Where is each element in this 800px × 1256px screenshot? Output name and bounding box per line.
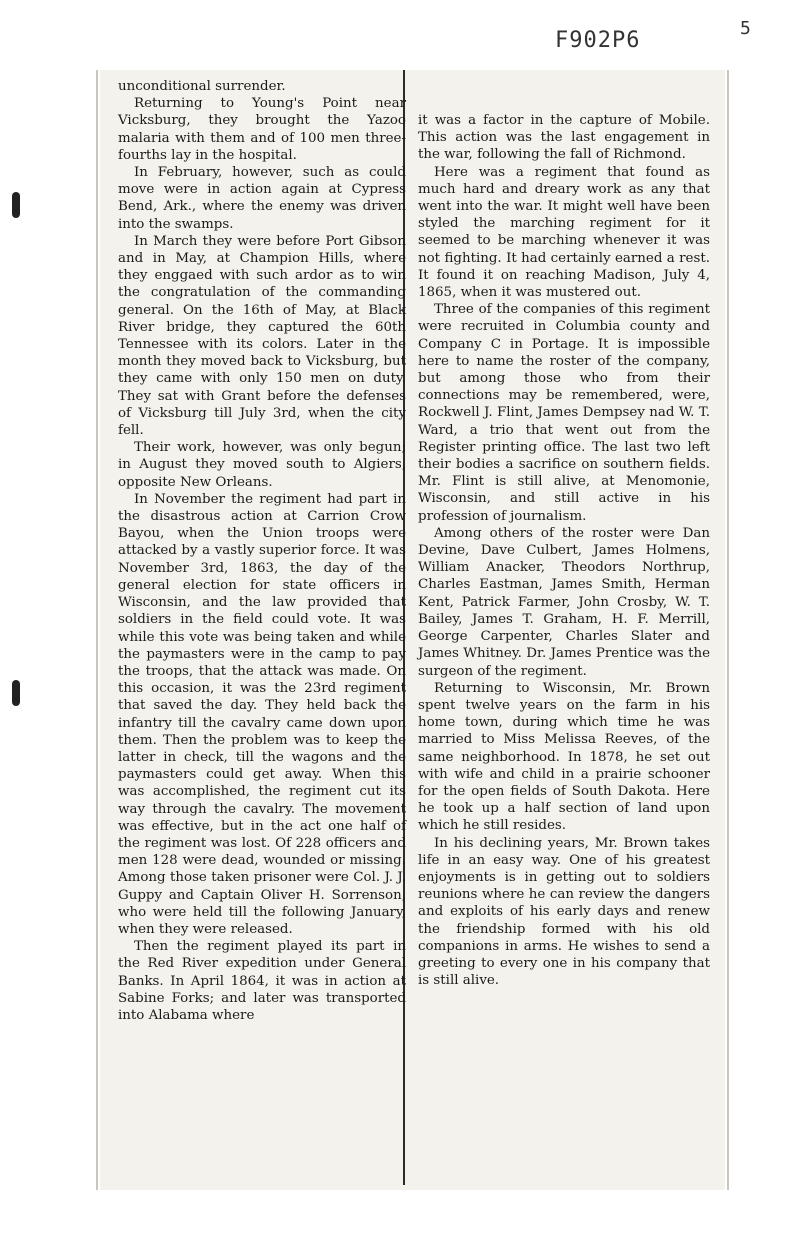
paragraph: Then the regiment played its part in the Red River expedition under General Banks. In April 1864, it was in action at Sabine Forks; and later was transported into Alabama where xyxy=(118,939,406,1023)
paragraph: Among others of the roster were Dan Devine, Dave Culbert, James Holmens, William Anacker, Theodors Northrup, Charles Eastman, James Smith, Herman Kent, Patrick Farmer, John Crosby, W. T. Bailey, James T. Graham, H. F. Merrill, George Carpenter, Charles Slater and James Whitney. Dr. James Prentice was the surgeon of the regiment. xyxy=(418,525,710,679)
paragraph: In March they were before Port Gibson and in May, at Champion Hills, where they enggaed with such ardor as to win the congratulation of the commanding general. On the 16th of May, at Black River bridge, they captured the 60th Tennessee with its colors. Later in the month they moved back to Vicksburg, but they came with only 150 men on duty. They sat with Grant before the defenses of Vicksburg till July 3rd, when the city fell. xyxy=(118,233,406,439)
paragraph: In February, however, such as could move were in action again at Cypress Bend, Ark., where the enemy was driven into the swamps. xyxy=(118,165,406,232)
paragraph: it was a factor in the capture of Mobile. This action was the last engagement in the war, following the fall of Richmond. xyxy=(418,113,710,163)
paragraph: In November the regiment had part in the disastrous action at Carrion Crow Bayou, when the Union troops were attacked by a vastly superior force. It was November 3rd, 1863, the day of the general election for state officers in Wisconsin, and the law provided that soldiers in the field could vote. It was while this vote was being taken and while the paymasters were in the camp to pay the troops, that the attack was made. On this occasion, it was the 23rd regiment that saved the day. They held back the infantry till the cavalry came down upon them. Then the problem was to keep the latter in check, till the wagons and the paymasters could get away. When this was accomplished, the regiment cut its way through the cavalry. The movement was effective, but in the act one half of the regiment was lost. Of 228 officers and men 128 were dead, wounded or missing. Among those taken prisoner were Col. J. J. Guppy and Captain Oliver H. Sorrenson, who were held till the following January, when they were released. xyxy=(118,491,406,937)
newspaper-clipping xyxy=(100,70,725,1190)
left-column xyxy=(118,78,406,1024)
paragraph: Here was a regiment that found as much hard and dreary work as any that went into the war. It might well have been styled the marching regiment for it seemed to be marching whenever it was not fighting. It had certainly earned a rest. It found it on reaching Madison, July 4, 1865, when it was mustered out. xyxy=(418,164,710,301)
clipping-right-edge xyxy=(727,70,729,1190)
punch-hole-mark xyxy=(12,680,20,706)
paragraph: Three of the companies of this regiment were recruited in Columbia county and Company C in Portage. It is impossible here to name the roster of the company, but among those who from their connections may be remembered, were, Rockwell J. Flint, James Dempsey nad W. T. Ward, a trio that went out from the Register printing office. The last two left their bodies a sacrifice on southern fields. Mr. Flint is still alive, at Menomonie, Wisconsin, and still active in his profession of journalism. xyxy=(418,302,710,524)
punch-hole-mark xyxy=(12,192,20,218)
paragraph: unconditional surrender. xyxy=(118,79,286,94)
paragraph: Their work, however, was only begun; in August they moved south to Algiers, opposite New Orleans. xyxy=(118,440,406,490)
paragraph: Returning to Young's Point near Vicksburg, they brought the Yazoo malaria with them and of 100 men three-fourths lay in the hospital. xyxy=(118,96,406,163)
right-column xyxy=(418,112,710,989)
clipping-left-edge xyxy=(96,70,98,1190)
page-number: 5 xyxy=(740,18,751,39)
paragraph: Returning to Wisconsin, Mr. Brown spent twelve years on the farm in his home town, during which time he was married to Miss Melissa Reeves, of the same neighborhood. In 1878, he set out with wife and child in a prairie schooner for the open fields of South Dakota. Here he took up a half section of land upon which he still resides. xyxy=(418,680,710,834)
handwritten-catalog-code: F902P6 xyxy=(555,28,641,53)
paragraph: In his declining years, Mr. Brown takes life in an easy way. One of his greatest enjoyments is in getting out to soldiers reunions where he can review the dangers and exploits of his early days and renew the friendship formed with his old companions in arms. He wishes to send a greeting to every one in his company that is still alive. xyxy=(418,835,710,989)
